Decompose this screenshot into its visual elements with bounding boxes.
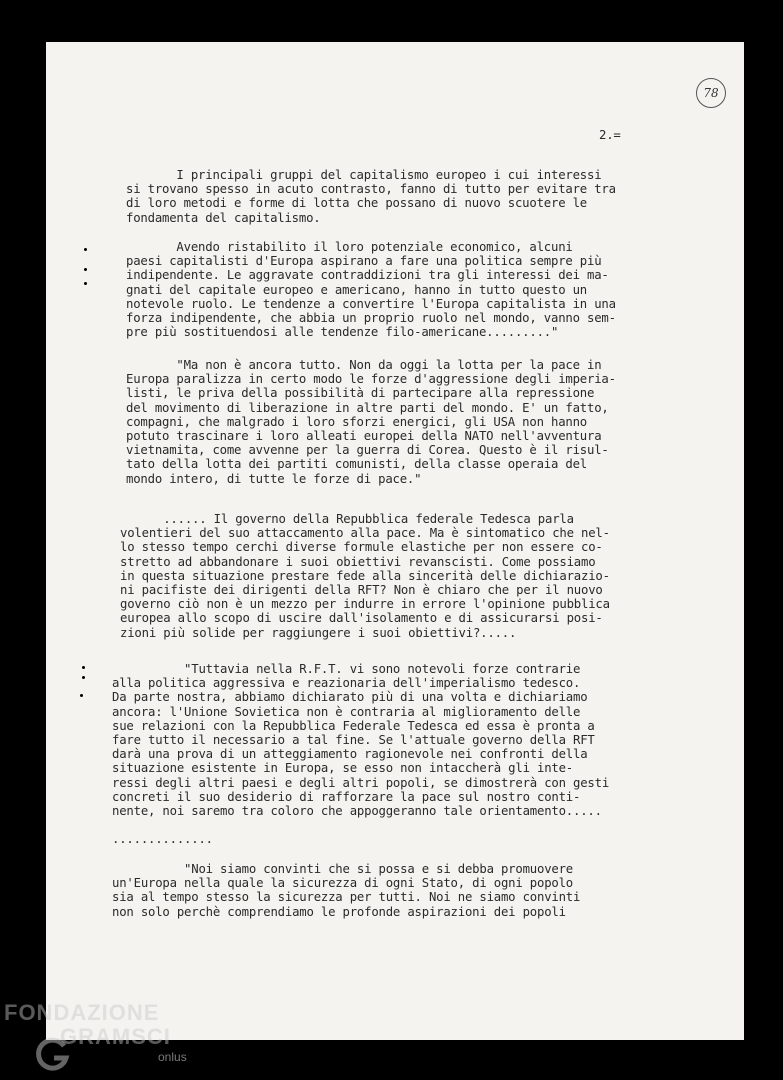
text-line: volentieri del suo attaccamento alla pace. Ma è sintomatico che nel- [120, 526, 610, 541]
text-line: mondo intero, di tutte le forze di pace." [126, 471, 422, 486]
paragraph-6 [112, 862, 580, 919]
margin-mark [84, 282, 87, 285]
text-line: "Noi siamo convinti che si possa e si debba promuovere [112, 862, 574, 876]
margin-mark [82, 676, 85, 679]
paragraph-3 [126, 358, 616, 486]
paragraph-2 [126, 240, 616, 339]
text-line: di loro metodi e forme di lotta che possano di nuovo scuotere le [126, 196, 588, 211]
text-line: concreti il suo desiderio di rafforzare la pace sul nostro conti- [112, 789, 581, 804]
paragraph-1 [126, 168, 616, 225]
text-line: listi, le priva della possibilità di partecipare alla repressione [126, 386, 595, 401]
text-line: sia al tempo stesso la sicurezza per tutti. Noi ne siamo convinti [112, 890, 581, 905]
watermark-line-1: FONDAZIONE [4, 1000, 160, 1025]
fondazione-gramsci-watermark [0, 1000, 200, 1080]
text-line: I principali gruppi del capitalismo europeo i cui interessi [126, 168, 602, 182]
text-line: Europa paralizza in certo modo le forze d'aggressione degli imperia- [126, 372, 616, 387]
text-line: darà una prova di un atteggiamento ragionevole nei confronti della [112, 747, 588, 762]
text-line: situazione esistente in Europa, se esso non intaccherà gli inte- [112, 761, 574, 776]
text-line: compagni, che malgrado i loro sforzi energici, gli USA non hanno [126, 414, 588, 429]
text-line: ressi degli altri paesi e degli altri popoli, se dimostrerà con gesti [112, 775, 610, 790]
text-line: fare tutto il necessario a tal fine. Se l'attuale governo della RFT [112, 732, 595, 747]
text-line: ancora: l'Unione Sovietica non è contraria al miglioramento delle [112, 704, 581, 719]
text-line: .............. [112, 832, 213, 847]
text-line [112, 818, 609, 832]
text-line: zioni più solide per raggiungere i suoi obiettivi?..... [120, 625, 517, 640]
text-line: europea allo scopo di uscire dall'isolamento e di assicurarsi posi- [120, 611, 603, 626]
text-line: Da parte nostra, abbiamo dichiarato più di una volta e dichiariamo [112, 690, 588, 705]
text-line: alla politica aggressiva e reazionaria dell'imperialismo tedesco. [112, 676, 581, 691]
text-line: "Tuttavia nella R.F.T. vi sono notevoli forze contrarie [112, 662, 581, 676]
paragraph-4 [120, 512, 610, 640]
text-line: stretto ad abbandonare i suoi obiettivi revanscisti. Come possiamo [120, 554, 596, 569]
document-page [46, 42, 744, 1040]
gramsci-logo-icon [32, 1034, 72, 1074]
margin-mark [84, 248, 87, 251]
text-line: non solo perchè comprendiamo le profonde aspirazioni dei popoli [112, 904, 566, 919]
text-line: potuto trascinare i loro alleati europei della NATO nell'avventura [126, 428, 602, 443]
archive-number-stamp: 78 [696, 78, 726, 108]
text-line: vietnamita, come avvenne per la guerra di Corea. Questo è il risul- [126, 443, 609, 458]
paragraph-5 [112, 662, 609, 846]
margin-mark [82, 666, 85, 669]
text-line: in questa situazione prestare fede alla sincerità delle dichiarazio- [120, 568, 610, 583]
text-line: lo stesso tempo cerchi diverse formule elastiche per non essere co- [120, 540, 603, 555]
text-line: un'Europa nella quale la sicurezza di ogni Stato, di ogni popolo [112, 876, 574, 891]
text-line: forza indipendente, che abbia un proprio ruolo nel mondo, vanno sem- [126, 310, 616, 325]
text-line: nente, noi saremo tra coloro che appoggeranno tale orientamento..... [112, 803, 602, 818]
text-line: notevole ruolo. Le tendenze a convertire l'Europa capitalista in una [126, 296, 616, 311]
text-line: tato della lotta dei partiti comunisti, della classe operaia del [126, 457, 588, 472]
text-line: "Ma non è ancora tutto. Non da oggi la lotta per la pace in [126, 358, 602, 372]
page-number: 2.= [599, 128, 621, 142]
text-line: pre più sostituendosi alle tendenze filo-americane........." [126, 325, 559, 340]
text-line: governo ciò non è un mezzo per indurre in errore l'opinione pubblica [120, 597, 610, 612]
text-line: del movimento di liberazione in altre parti del mondo. E' un fatto, [126, 400, 609, 415]
text-line: indipendente. Le aggravate contraddizioni tra gli interessi dei ma- [126, 268, 609, 283]
text-line: ni pacifiste dei dirigenti della RFT? Non è chiaro che per il nuovo [120, 582, 603, 597]
text-line: ...... Il governo della Repubblica federale Tedesca parla [120, 512, 574, 526]
text-line: sue relazioni con la Repubblica Federale Tedesca ed essa è pronta a [112, 718, 595, 733]
text-line: gnati del capitale europeo e americano, hanno in tutto questo un [126, 282, 588, 297]
text-line: Avendo ristabilito il loro potenziale economico, alcuni [126, 240, 573, 254]
text-line: si trovano spesso in acuto contrasto, fanno di tutto per evitare tra [126, 182, 616, 197]
text-line: fondamenta del capitalismo. [126, 210, 321, 225]
margin-mark [84, 268, 87, 271]
watermark-suffix: onlus [158, 1050, 187, 1064]
watermark-line-2: GRAMSCI [60, 1024, 171, 1049]
text-line: paesi capitalisti d'Europa aspirano a fare una politica sempre più [126, 254, 602, 269]
margin-mark [80, 694, 83, 697]
